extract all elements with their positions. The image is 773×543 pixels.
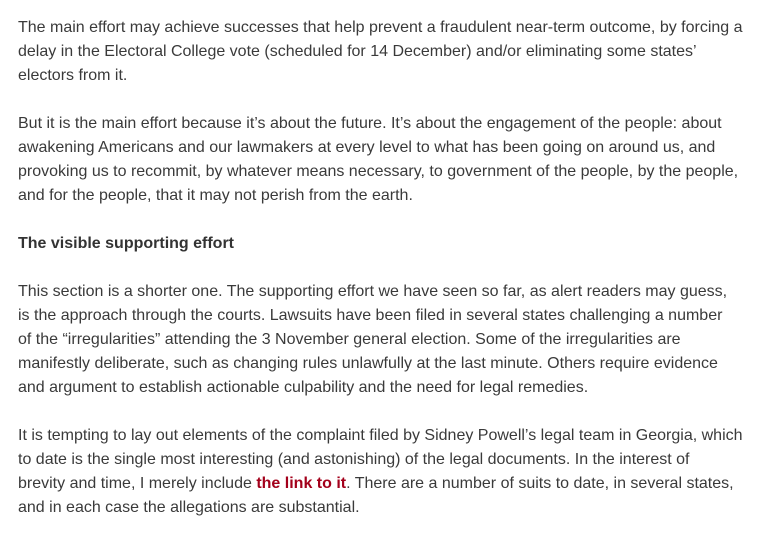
paragraph-supporting-effort <box>18 280 758 400</box>
text-line: The main effort may achieve successes that help prevent a fraudulent near-term outcome, by forcing a <box>18 19 743 36</box>
text-line: provoking us to recommit, by whatever means necessary, to government of the people, by the people, <box>18 163 739 180</box>
text-line: electors from it. <box>18 67 128 84</box>
text-line: and argument to establish actionable culpability and the need for legal remedies. <box>18 379 589 396</box>
text-line: This section is a shorter one. The supporting effort we have seen so far, as alert readers may guess, <box>18 283 728 300</box>
text-line: It is tempting to lay out elements of the complaint filed by Sidney Powell’s legal team in Georgia, which <box>18 427 743 444</box>
text-segment: brevity and time, I merely include <box>18 475 257 492</box>
text-line: to date is the single most interesting (and astonishing) of the legal documents. In the interest of <box>18 451 690 468</box>
text-line: is the approach through the courts. Lawsuits have been filed in several states challenging a number <box>18 307 723 324</box>
text-line: delay in the Electoral College vote (scheduled for 14 December) and/or eliminating some states’ <box>18 43 697 60</box>
paragraph-complaint <box>18 424 758 520</box>
text-line-with-link <box>18 472 758 496</box>
complaint-link[interactable]: the link to it <box>256 475 347 492</box>
paragraph-main-effort-future <box>18 112 758 208</box>
text-line: manifestly deliberate, such as changing rules unlawfully at the last minute. Others require evidence <box>18 355 718 372</box>
text-line: But it is the main effort because it’s about the future. It’s about the engagement of the people: about <box>18 115 722 132</box>
paragraph-main-effort-outcome <box>18 16 758 88</box>
text-segment: . There are a number of suits to date, in several states, <box>346 475 734 492</box>
section-heading: The visible supporting effort <box>18 235 235 252</box>
text-line: awakening Americans and our lawmakers at every level to what has been going on around us, and <box>18 139 716 156</box>
text-line: of the “irregularities” attending the 3 November general election. Some of the irregularities are <box>18 331 681 348</box>
text-line: and for the people, that it may not perish from the earth. <box>18 187 413 204</box>
text-line: and in each case the allegations are substantial. <box>18 499 360 516</box>
